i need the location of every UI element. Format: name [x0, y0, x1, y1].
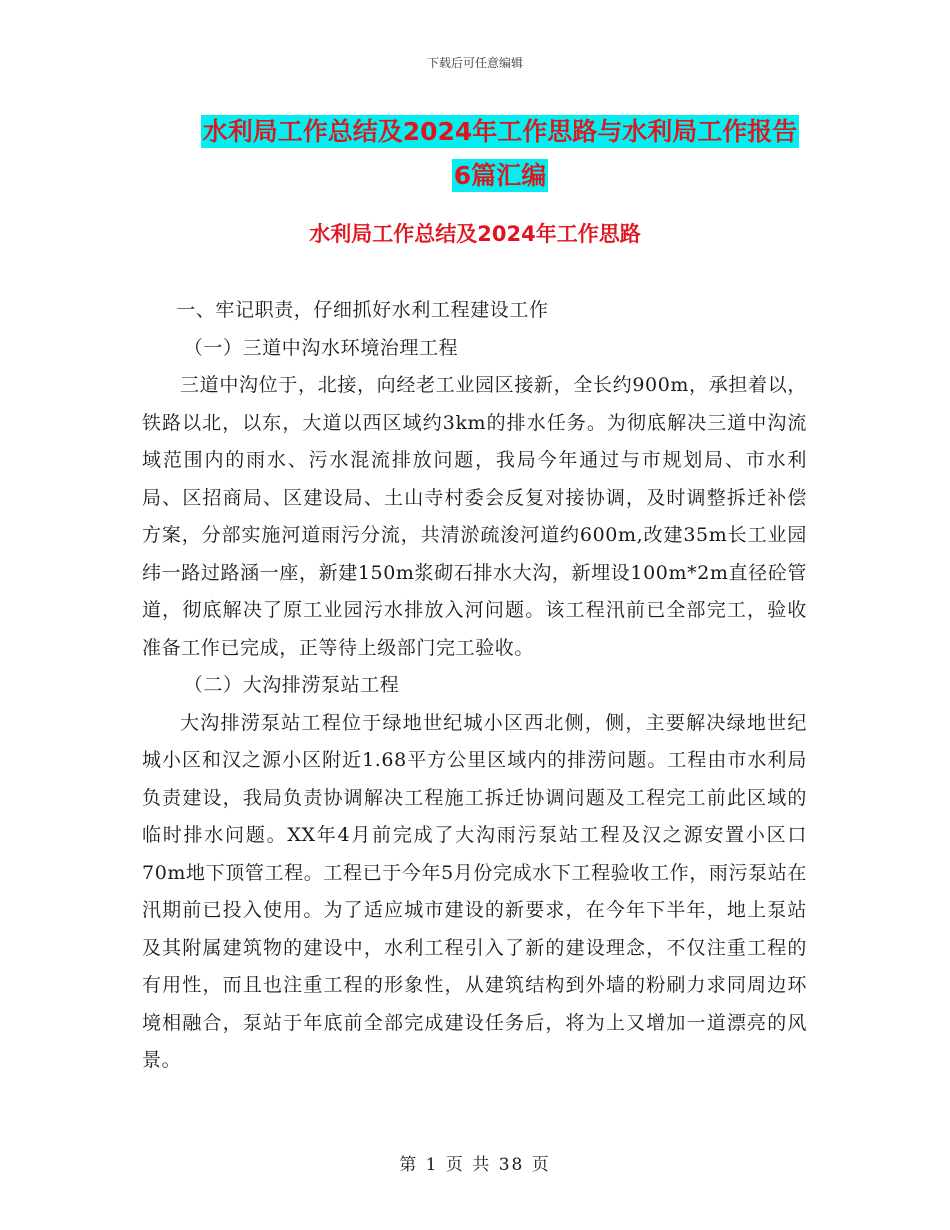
header-note: 下载后可任意编辑: [426, 56, 523, 70]
title-line-1: 水利局工作总结及2024年工作思路与水利局工作报告: [202, 117, 798, 146]
title-line-2: 6篇汇编: [453, 161, 547, 190]
item-body-2: 大沟排涝泵站工程位于绿地世纪城小区西北侧，侧，主要解决绿地世纪城小区和汉之源小区附近1.68平方公里区域内的排涝问题。工程由市水利局负责建设，我局负责协调解决工程施工拆迁协调问题及工程完工前此区域的临时排水问题。XX年4月前完成了大沟雨污泵站工程及汉之源安置小区口70m地下顶管工程。工程已于今年5月份完成水下工程验收工作，雨污泵站在汛期前已投入使用。为了适应城市建设的新要求，在今年下半年，地上泵站及其附属建筑物的建设中，水利工程引入了新的建设理念，不仅注重工程的有用性，而且也注重工程的形象性，从建筑结构到外墙的粉刷力求同周边环境相融合，泵站于年底前全部完成建设任务后，将为上又增加一道漂亮的风景。: [142, 711, 807, 1071]
section-title: 水利局工作总结及2024年工作思路: [309, 222, 641, 246]
item-body-1: 三道中沟位于，北接，向经老工业园区接新，全长约900m，承担着以，铁路以北，以东，大道以西区域约3km的排水任务。为彻底解决三道中沟流域范围内的雨水、污水混流排放问题，我局今年通过与市规划局、市水利局、区招商局、区建设局、土山寺村委会反复对接协调，及时调整拆迁补偿方案，分部实施河道雨污分流，共清淤疏浚河道约600m,改建35m长工业园纬一路过路涵一座，新建150m浆砌石排水大沟，新埋设100m*2m直径砼管道，彻底解决了原工业园污水排放入河问题。该工程汛前已全部完工，验收准备工作已完成，正等待上级部门完工验收。: [142, 374, 807, 659]
item-heading-1: （一）三道中沟水环境治理工程: [183, 336, 459, 359]
section-heading: 一、牢记职责，仔细抓好水利工程建设工作: [176, 299, 549, 321]
page-number: 第 1 页 共 38 页: [399, 1155, 551, 1175]
document-title: [140, 110, 860, 198]
item-heading-2: （二）大沟排涝泵站工程: [183, 674, 400, 696]
document-body: [142, 292, 807, 1080]
